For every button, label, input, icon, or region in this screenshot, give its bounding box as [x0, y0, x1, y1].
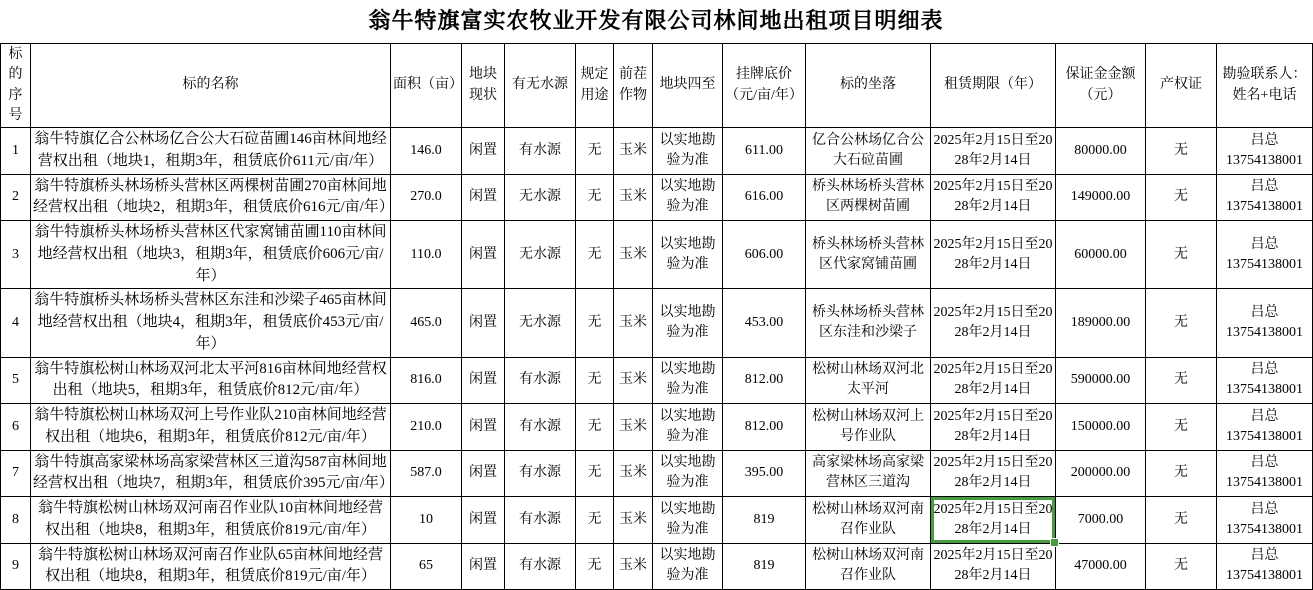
- cell-contact[interactable]: [1217, 128, 1313, 175]
- cell-contact[interactable]: [1217, 221, 1313, 289]
- cell-boundary[interactable]: 以实地勘验为准: [653, 289, 723, 357]
- cell-name[interactable]: 翁牛特旗松树山林场双河南召作业队65亩林间地经营权出租（地块8，租期3年，租赁底价819元/亩/年）: [31, 543, 391, 590]
- cell-price[interactable]: 453.00: [723, 289, 806, 357]
- col-header-crop[interactable]: 前茬作物: [614, 44, 653, 128]
- cell-price[interactable]: 395.00: [723, 450, 806, 497]
- col-header-location[interactable]: 标的坐落: [806, 44, 931, 128]
- table-row: [1, 497, 1313, 544]
- col-header-serial[interactable]: 标的序号: [1, 44, 31, 128]
- contact-name: 吕总: [1250, 304, 1279, 320]
- cell-deposit[interactable]: 7000.00: [1056, 497, 1146, 544]
- cell-location[interactable]: 桥头林场桥头营林区东洼和沙梁子: [806, 289, 931, 357]
- cell-term[interactable]: 2025年2月15日至2028年2月14日: [931, 357, 1056, 404]
- cell-price[interactable]: 819: [723, 543, 806, 590]
- cell-name[interactable]: 翁牛特旗亿合公林场亿合公大石砬苗圃146亩林间地经营权出租（地块1，租期3年，租赁底价611元/亩/年）: [31, 128, 391, 175]
- cell-term[interactable]: 2025年2月15日至2028年2月14日: [931, 289, 1056, 357]
- cell-area[interactable]: 10: [391, 497, 462, 544]
- cell-water[interactable]: 有水源: [505, 357, 576, 404]
- cell-boundary[interactable]: 以实地勘验为准: [653, 404, 723, 451]
- cell-cert[interactable]: 无: [1146, 221, 1217, 289]
- cell-contact[interactable]: [1217, 543, 1313, 590]
- cell-usage[interactable]: 无: [576, 128, 614, 175]
- cell-water[interactable]: 无水源: [505, 289, 576, 357]
- table-row: [1, 128, 1313, 175]
- cell-serial[interactable]: 5: [1, 357, 31, 404]
- col-header-area[interactable]: 面积（亩）: [391, 44, 462, 128]
- cell-usage[interactable]: 无: [576, 404, 614, 451]
- cell-cert[interactable]: 无: [1146, 174, 1217, 221]
- cell-cert[interactable]: 无: [1146, 289, 1217, 357]
- contact-phone: 13754138001: [1226, 428, 1303, 444]
- cell-deposit[interactable]: 150000.00: [1056, 404, 1146, 451]
- cell-term[interactable]: 2025年2月15日至2028年2月14日: [931, 404, 1056, 451]
- cell-status[interactable]: 闲置: [462, 174, 505, 221]
- col-header-price[interactable]: 挂牌底价（元/亩/年）: [723, 44, 806, 128]
- cell-boundary[interactable]: 以实地勘验为准: [653, 497, 723, 544]
- cell-cert[interactable]: 无: [1146, 404, 1217, 451]
- cell-serial[interactable]: 1: [1, 128, 31, 175]
- contact-name: 吕总: [1250, 236, 1279, 252]
- table-row: [1, 404, 1313, 451]
- table-row: [1, 289, 1313, 357]
- cell-contact[interactable]: [1217, 289, 1313, 357]
- cell-area[interactable]: 465.0: [391, 289, 462, 357]
- cell-area[interactable]: 65: [391, 543, 462, 590]
- cell-crop[interactable]: 玉米: [614, 174, 653, 221]
- cell-location[interactable]: 松树山林场双河北太平河: [806, 357, 931, 404]
- cell-price[interactable]: 812.00: [723, 357, 806, 404]
- cell-serial[interactable]: 9: [1, 543, 31, 590]
- cell-price[interactable]: 606.00: [723, 221, 806, 289]
- cell-cert[interactable]: 无: [1146, 357, 1217, 404]
- cell-cert[interactable]: 无: [1146, 543, 1217, 590]
- contact-phone: 13754138001: [1226, 256, 1303, 272]
- cell-deposit[interactable]: 47000.00: [1056, 543, 1146, 590]
- cell-deposit[interactable]: 60000.00: [1056, 221, 1146, 289]
- contact-phone: 13754138001: [1226, 199, 1303, 215]
- cell-usage[interactable]: 无: [576, 357, 614, 404]
- cell-serial[interactable]: 7: [1, 450, 31, 497]
- cell-water[interactable]: 无水源: [505, 174, 576, 221]
- cell-status[interactable]: 闲置: [462, 221, 505, 289]
- contact-name: 吕总: [1250, 132, 1279, 148]
- cell-deposit[interactable]: 200000.00: [1056, 450, 1146, 497]
- cell-crop[interactable]: 玉米: [614, 450, 653, 497]
- cell-name[interactable]: 翁牛特旗松树山林场双河北太平河816亩林间地经营权出租（地块5，租期3年，租赁底价812元/亩/年）: [31, 357, 391, 404]
- cell-water[interactable]: 有水源: [505, 128, 576, 175]
- cell-status[interactable]: 闲置: [462, 357, 505, 404]
- cell-usage[interactable]: 无: [576, 497, 614, 544]
- contact-phone: 13754138001: [1226, 382, 1303, 398]
- cell-crop[interactable]: 玉米: [614, 497, 653, 544]
- cell-deposit[interactable]: 80000.00: [1056, 128, 1146, 175]
- col-header-water[interactable]: 有无水源: [505, 44, 576, 128]
- cell-contact[interactable]: [1217, 174, 1313, 221]
- cell-term[interactable]: 2025年2月15日至2028年2月14日: [931, 543, 1056, 590]
- cell-contact[interactable]: [1217, 497, 1313, 544]
- cell-usage[interactable]: 无: [576, 289, 614, 357]
- cell-usage[interactable]: 无: [576, 174, 614, 221]
- col-header-usage[interactable]: 规定用途: [576, 44, 614, 128]
- cell-price[interactable]: 819: [723, 497, 806, 544]
- cell-contact[interactable]: [1217, 450, 1313, 497]
- cell-area[interactable]: 210.0: [391, 404, 462, 451]
- contact-name: 吕总: [1250, 362, 1279, 378]
- cell-cert[interactable]: 无: [1146, 128, 1217, 175]
- cell-deposit[interactable]: 189000.00: [1056, 289, 1146, 357]
- cell-water[interactable]: 有水源: [505, 404, 576, 451]
- cell-cert[interactable]: 无: [1146, 450, 1217, 497]
- cell-boundary[interactable]: 以实地勘验为准: [653, 357, 723, 404]
- table-row: [1, 450, 1313, 497]
- rental-detail-table: [0, 43, 1313, 590]
- cell-status[interactable]: 闲置: [462, 404, 505, 451]
- contact-name: 吕总: [1250, 408, 1279, 424]
- cell-name[interactable]: 翁牛特旗松树山林场双河南召作业队10亩林间地经营权出租（地块8，租期3年，租赁底价819元/亩/年）: [31, 497, 391, 544]
- col-header-deposit[interactable]: 保证金金额（元）: [1056, 44, 1146, 128]
- cell-usage[interactable]: 无: [576, 450, 614, 497]
- cell-price[interactable]: 616.00: [723, 174, 806, 221]
- cell-serial[interactable]: 6: [1, 404, 31, 451]
- cell-crop[interactable]: 玉米: [614, 404, 653, 451]
- cell-term[interactable]: 2025年2月15日至2028年2月14日: [931, 450, 1056, 497]
- table-row: [1, 357, 1313, 404]
- cell-price[interactable]: 611.00: [723, 128, 806, 175]
- cell-usage[interactable]: 无: [576, 543, 614, 590]
- cell-crop[interactable]: 玉米: [614, 128, 653, 175]
- cell-water[interactable]: 有水源: [505, 450, 576, 497]
- table-header-row: [1, 44, 1313, 128]
- cell-area[interactable]: 146.0: [391, 128, 462, 175]
- cell-boundary[interactable]: 以实地勘验为准: [653, 174, 723, 221]
- contact-phone: 13754138001: [1226, 568, 1303, 584]
- cell-price[interactable]: 812.00: [723, 404, 806, 451]
- cell-term[interactable]: 2025年2月15日至2028年2月14日: [931, 174, 1056, 221]
- cell-name[interactable]: 翁牛特旗高家梁林场高家梁营林区三道沟587亩林间地经营权出租（地块7，租期3年，租赁底价395元/亩/年）: [31, 450, 391, 497]
- contact-phone: 13754138001: [1226, 521, 1303, 537]
- cell-crop[interactable]: 玉米: [614, 543, 653, 590]
- cell-water[interactable]: 有水源: [505, 543, 576, 590]
- cell-name[interactable]: 翁牛特旗桥头林场桥头营林区两棵树苗圃270亩林间地经营权出租（地块2，租期3年，租赁底价616元/亩/年）: [31, 174, 391, 221]
- cell-usage[interactable]: 无: [576, 221, 614, 289]
- col-header-cert[interactable]: 产权证: [1146, 44, 1217, 128]
- cell-location[interactable]: 松树山林场双河南召作业队: [806, 543, 931, 590]
- table-row: [1, 221, 1313, 289]
- col-header-term[interactable]: 租赁期限（年）: [931, 44, 1056, 128]
- cell-status[interactable]: 闲置: [462, 128, 505, 175]
- cell-area[interactable]: 270.0: [391, 174, 462, 221]
- cell-deposit[interactable]: 590000.00: [1056, 357, 1146, 404]
- sheet-title: 翁牛特旗富实农牧业开发有限公司林间地出租项目明细表: [368, 8, 944, 33]
- table-row: [1, 543, 1313, 590]
- cell-status[interactable]: 闲置: [462, 289, 505, 357]
- cell-name[interactable]: 翁牛特旗桥头林场桥头营林区东洼和沙梁子465亩林间地经营权出租（地块4，租期3年，租赁底价453元/亩/年）: [31, 289, 391, 357]
- contact-phone: 13754138001: [1226, 152, 1303, 168]
- cell-location[interactable]: 桥头林场桥头营林区两棵树苗圃: [806, 174, 931, 221]
- col-header-status[interactable]: 地块现状: [462, 44, 505, 128]
- cell-crop[interactable]: 玉米: [614, 221, 653, 289]
- contact-phone: 13754138001: [1226, 325, 1303, 341]
- cell-contact[interactable]: [1217, 404, 1313, 451]
- col-header-boundary[interactable]: 地块四至: [653, 44, 723, 128]
- cell-term[interactable]: 2025年2月15日至2028年2月14日: [931, 221, 1056, 289]
- col-header-name[interactable]: 标的名称: [31, 44, 391, 128]
- cell-boundary[interactable]: 以实地勘验为准: [653, 450, 723, 497]
- cell-deposit[interactable]: 149000.00: [1056, 174, 1146, 221]
- contact-name: 吕总: [1250, 548, 1279, 564]
- cell-crop[interactable]: 玉米: [614, 289, 653, 357]
- cell-area[interactable]: 587.0: [391, 450, 462, 497]
- cell-water[interactable]: 无水源: [505, 221, 576, 289]
- cell-name[interactable]: 翁牛特旗桥头林场桥头营林区代家窝铺苗圃110亩林间地经营权出租（地块3，租期3年，租赁底价606元/亩/年）: [31, 221, 391, 289]
- cell-location[interactable]: 松树山林场双河上号作业队: [806, 404, 931, 451]
- cell-status[interactable]: 闲置: [462, 497, 505, 544]
- cell-boundary[interactable]: 以实地勘验为准: [653, 543, 723, 590]
- cell-serial[interactable]: 2: [1, 174, 31, 221]
- cell-area[interactable]: 816.0: [391, 357, 462, 404]
- cell-location[interactable]: 亿合公林场亿合公大石砬苗圃: [806, 128, 931, 175]
- cell-contact[interactable]: [1217, 357, 1313, 404]
- cell-status[interactable]: 闲置: [462, 543, 505, 590]
- cell-crop[interactable]: 玉米: [614, 357, 653, 404]
- cell-location[interactable]: 松树山林场双河南召作业队: [806, 497, 931, 544]
- cell-cert[interactable]: 无: [1146, 497, 1217, 544]
- cell-location[interactable]: 桥头林场桥头营林区代家窝铺苗圃: [806, 221, 931, 289]
- cell-area[interactable]: 110.0: [391, 221, 462, 289]
- table-row: [1, 174, 1313, 221]
- contact-name: 吕总: [1250, 179, 1279, 195]
- cell-status[interactable]: 闲置: [462, 450, 505, 497]
- cell-boundary[interactable]: 以实地勘验为准: [653, 221, 723, 289]
- contact-name: 吕总: [1250, 455, 1279, 471]
- contact-name: 吕总: [1250, 501, 1279, 517]
- cell-term[interactable]: 2025年2月15日至2028年2月14日: [931, 128, 1056, 175]
- cell-serial[interactable]: 3: [1, 221, 31, 289]
- col-header-contact[interactable]: 勘验联系人：姓名+电话: [1217, 44, 1313, 128]
- cell-boundary[interactable]: 以实地勘验为准: [653, 128, 723, 175]
- cell-serial[interactable]: 4: [1, 289, 31, 357]
- cell-water[interactable]: 有水源: [505, 497, 576, 544]
- cell-location[interactable]: 高家梁林场高家梁营林区三道沟: [806, 450, 931, 497]
- cell-serial[interactable]: 8: [1, 497, 31, 544]
- selected-cell-term[interactable]: 2025年2月15日至2028年2月14日: [931, 497, 1056, 544]
- contact-phone: 13754138001: [1226, 475, 1303, 491]
- cell-name[interactable]: 翁牛特旗松树山林场双河上号作业队210亩林间地经营权出租（地块6，租期3年，租赁底价812元/亩/年）: [31, 404, 391, 451]
